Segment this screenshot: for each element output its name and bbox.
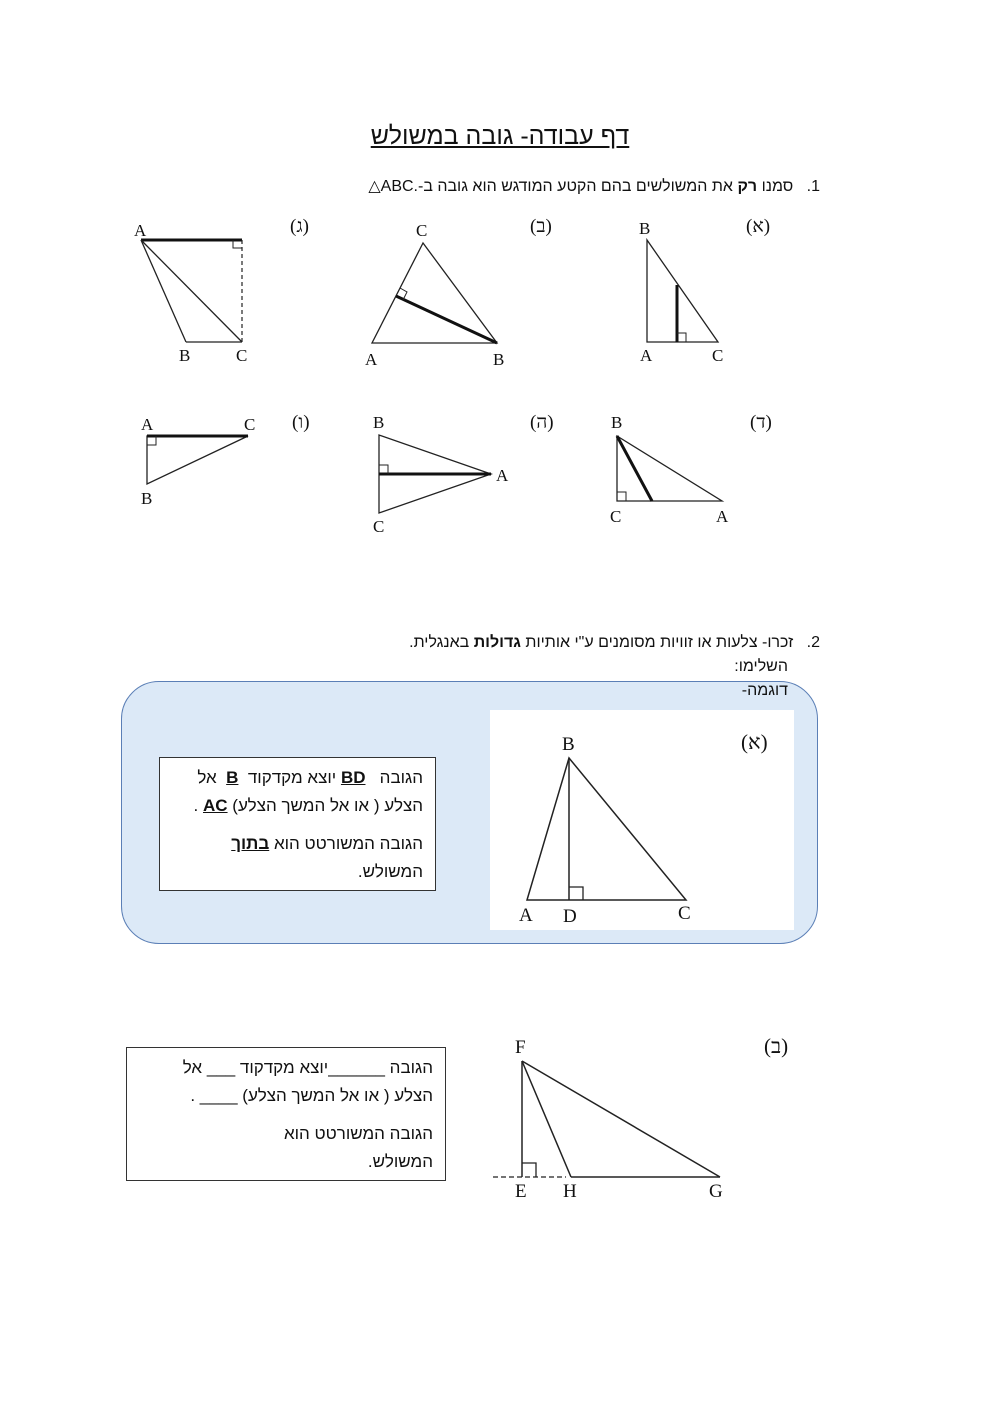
- exercise-tag: (ב): [764, 1034, 789, 1058]
- exercise-text-paragraph-1: [139, 1054, 433, 1110]
- complete-label: השלימו:: [734, 658, 788, 675]
- page-title: דף עבודה- גובה במשולש: [370, 122, 630, 150]
- figure-f-label-a: A: [141, 415, 154, 434]
- exercise-label-f: F: [515, 1037, 526, 1058]
- example-answer-b: B: [226, 768, 239, 787]
- question-2-text-after: באנגלית.: [409, 634, 470, 651]
- exercise-line1: הגובה ______יוצא מקדקוד ___ אל: [182, 1058, 433, 1077]
- exercise-line3: הגובה המשורטט הוא: [283, 1124, 433, 1143]
- figure-tag-d: (ד): [750, 412, 772, 433]
- exercise-label-g: G: [709, 1181, 723, 1202]
- figure-tag-b: (ב): [530, 216, 552, 237]
- example-label-b: B: [562, 734, 575, 755]
- exercise-right-angle-mark: [522, 1163, 536, 1177]
- figure-c-label-a: A: [134, 221, 147, 240]
- figure-f-label-b: B: [141, 489, 153, 508]
- example-answer-inside: בתוך: [231, 834, 270, 853]
- figure-e-label-a: A: [496, 466, 509, 485]
- figure-e-label-c: C: [373, 517, 385, 536]
- figure-d-label-b: B: [611, 413, 623, 432]
- example-tag: (א): [741, 730, 768, 754]
- figure-d-label-c: C: [610, 507, 622, 526]
- figure-tag-e: (ה): [530, 412, 554, 433]
- example-line3-a: הגובה המשורטט הוא: [273, 834, 423, 853]
- exercise-text-paragraph-2: [139, 1120, 433, 1176]
- question-1-triangle: △ABC.: [368, 178, 418, 195]
- example-answer-ac: AC: [203, 796, 228, 815]
- example-line4: המשולש.: [357, 862, 423, 881]
- question-2-bold: גדולות: [473, 634, 521, 651]
- exercise-side-fg: [522, 1061, 720, 1177]
- figure-c-label-b: B: [179, 346, 191, 365]
- example-answer-bd: BD: [340, 768, 366, 787]
- question-2-text-before: זכרו- צלעות או זוויות מסומנים ע"י אותיות: [525, 634, 794, 651]
- figure-tag-c: (ג): [290, 216, 309, 237]
- figure-c-label-c: C: [236, 346, 248, 365]
- exercise-side-fh: [522, 1061, 571, 1177]
- exercise-text-box: [126, 1047, 446, 1181]
- figure-a-label-b: B: [639, 219, 651, 238]
- example-label: דוגמה-: [741, 682, 788, 699]
- example-line1-c: אל: [197, 768, 217, 787]
- figure-b-label-b: B: [493, 350, 505, 369]
- question-1-text-before: סמנו: [761, 178, 794, 195]
- example-label-a: A: [519, 905, 533, 926]
- question-2-number: 2.: [806, 634, 820, 651]
- figure-b-label-c: C: [416, 221, 428, 240]
- figure-a-label-c: C: [712, 346, 724, 365]
- figure-d-label-a: A: [716, 507, 729, 526]
- exercise-label-e: E: [515, 1181, 527, 1202]
- example-line1-a: הגובה: [379, 768, 423, 787]
- example-label-d: D: [563, 906, 577, 927]
- exercise-line4: המשולש.: [367, 1152, 433, 1171]
- figure-tag-f: (ו): [292, 412, 310, 433]
- example-line2-end: .: [193, 796, 199, 815]
- example-line1-b: יוצא מקדקוד: [247, 768, 337, 787]
- figure-f-label-c: C: [244, 415, 256, 434]
- figure-tag-a: (א): [746, 216, 771, 237]
- example-line2-a: הצלע ( או אל המשך הצלע): [232, 796, 423, 815]
- question-1-bold: רק: [737, 178, 758, 195]
- exercise-label-h: H: [563, 1181, 577, 1202]
- exercise-line2: הצלע ( או אל המשך הצלע) ____ .: [190, 1086, 433, 1105]
- figure-e-label-b: B: [373, 413, 385, 432]
- figure-b-label-a: A: [365, 350, 378, 369]
- example-label-c: C: [678, 903, 691, 924]
- question-1-number: 1.: [806, 178, 820, 195]
- figure-a-label-a: A: [640, 346, 653, 365]
- question-1-text-after: את המשולשים בהם הקטע המודגש הוא גובה ב-: [418, 178, 733, 195]
